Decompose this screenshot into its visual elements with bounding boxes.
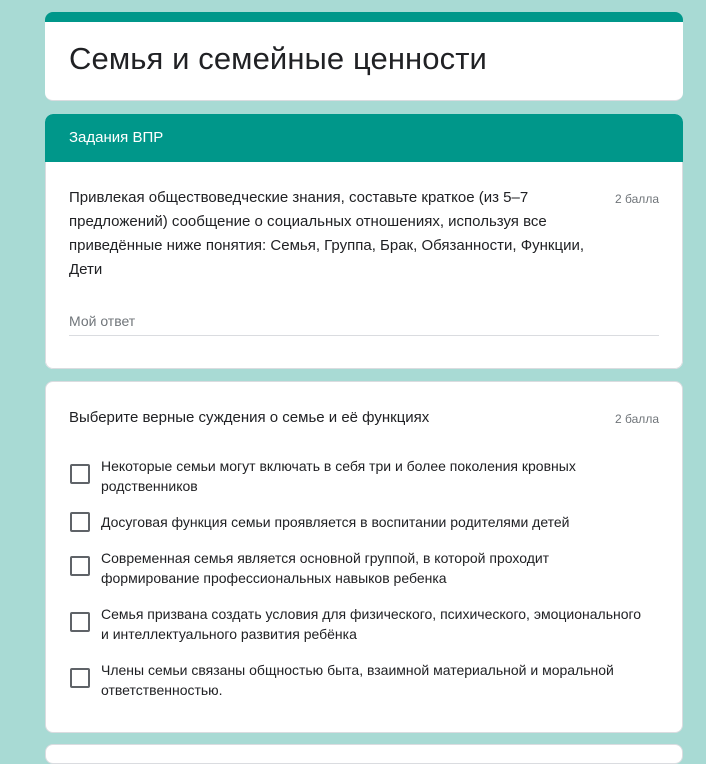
form-title-card: [45, 12, 683, 101]
checkbox-option-5[interactable]: [69, 660, 649, 700]
section-card: [45, 114, 683, 369]
checkbox-icon[interactable]: [70, 464, 90, 484]
option-label: Семья призвана создать условия для физического, психического, эмоционального и интеллектуального развития ребёнка: [101, 606, 642, 642]
question-2-card: [45, 381, 683, 733]
question-1-points: 2 балла: [615, 192, 659, 206]
next-question-card: [45, 744, 683, 764]
section-title: Задания ВПР: [69, 129, 164, 146]
option-label: Члены семьи связаны общностью быта, взаимной материальной и моральной ответственностью.: [101, 662, 614, 698]
checkbox-icon[interactable]: [70, 612, 90, 632]
question-2-text: Выберите верные суждения о семье и её функциях: [69, 409, 430, 426]
section-header: [45, 114, 683, 162]
question-1-text: Привлекая обществоведческие знания, составьте краткое (из 5–7 предложений) сообщение о социальных отношениях, используя все приведённые ниже понятия: Семья, Группа, Брак, Обязанности, Функции, Дети: [69, 189, 584, 278]
checkbox-options: [69, 456, 649, 716]
checkbox-option-1[interactable]: [69, 456, 649, 496]
form-title: Семья и семейные ценности: [69, 41, 487, 76]
checkbox-icon[interactable]: [70, 668, 90, 688]
option-label: Современная семья является основной группой, в которой проходит формирование профессиональных навыков ребенка: [101, 550, 550, 586]
question-1-card: [45, 162, 683, 369]
short-answer-input[interactable]: [69, 307, 659, 336]
checkbox-option-3[interactable]: [69, 548, 649, 588]
checkbox-icon[interactable]: [70, 556, 90, 576]
question-2-points: 2 балла: [615, 412, 659, 426]
checkbox-option-4[interactable]: [69, 604, 649, 644]
checkbox-option-2[interactable]: [69, 512, 649, 532]
option-label: Некоторые семьи могут включать в себя три и более поколения кровных родственников: [101, 458, 576, 494]
checkbox-icon[interactable]: [70, 512, 90, 532]
option-label: Досуговая функция семьи проявляется в воспитании родителями детей: [101, 514, 570, 530]
